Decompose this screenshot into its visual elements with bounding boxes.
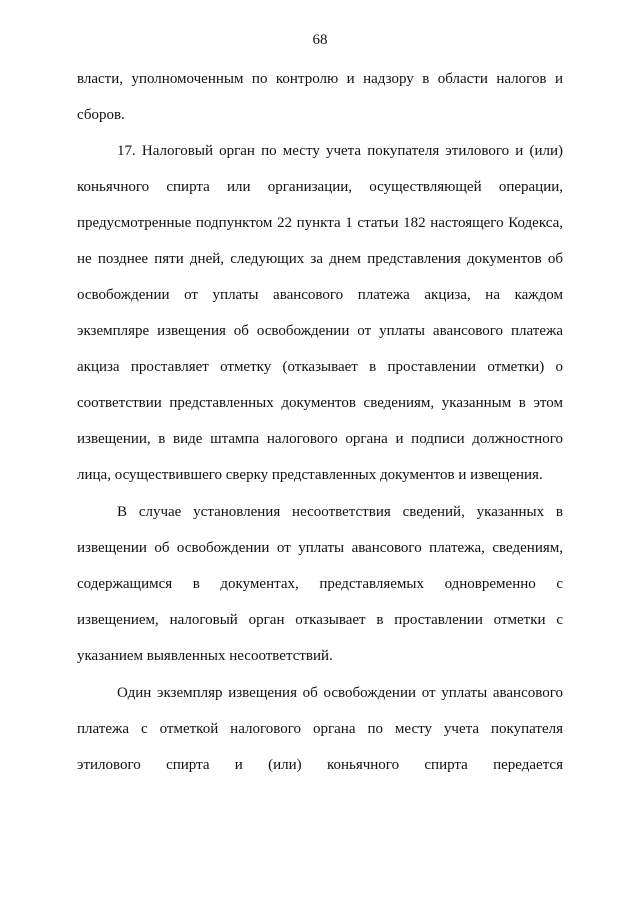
- text-line: извещением, налоговый орган отказывает в проставлении отметки с: [77, 612, 563, 628]
- text-line: предусмотренные подпунктом 22 пункта 1 статьи 182 настоящего Кодекса,: [77, 215, 563, 231]
- text-line: содержащимся в документах, представляемых одновременно с: [77, 576, 563, 592]
- text-line: этилового спирта и (или) коньячного спирта передается: [77, 757, 563, 773]
- text-line: освобождении от уплаты авансового платежа акциза, на каждом: [77, 287, 563, 303]
- text-line: власти, уполномоченным по контролю и надзору в области налогов и: [77, 71, 563, 87]
- text-line: соответствии представленных документов сведениям, указанным в этом: [77, 395, 563, 411]
- text-line: извещении, в виде штампа налогового органа и подписи должностного: [77, 431, 563, 447]
- text-line: не позднее пяти дней, следующих за днем представления документов об: [77, 251, 563, 267]
- text-line: извещении об освобождении от уплаты авансового платежа, сведениям,: [77, 540, 563, 556]
- paragraph-first-line: Один экземпляр извещения об освобождении от уплаты авансового: [117, 685, 563, 701]
- paragraph-first-line: В случае установления несоответствия сведений, указанных в: [117, 504, 563, 520]
- text-line: лица, осуществившего сверку представленных документов и извещения.: [77, 467, 543, 483]
- text-line: экземпляре извещения об освобождении от уплаты авансового платежа: [77, 323, 563, 339]
- text-line: указанием выявленных несоответствий.: [77, 648, 333, 664]
- text-line: платежа с отметкой налогового органа по месту учета покупателя: [77, 721, 563, 737]
- paragraph-17-first-line: 17. Налоговый орган по месту учета покупателя этилового и (или): [117, 143, 563, 159]
- text-line: акциза проставляет отметку (отказывает в проставлении отметки) о: [77, 359, 563, 375]
- text-line: коньячного спирта или организации, осуществляющей операции,: [77, 179, 563, 195]
- text-line: сборов.: [77, 107, 125, 123]
- page-number: 68: [312, 32, 328, 48]
